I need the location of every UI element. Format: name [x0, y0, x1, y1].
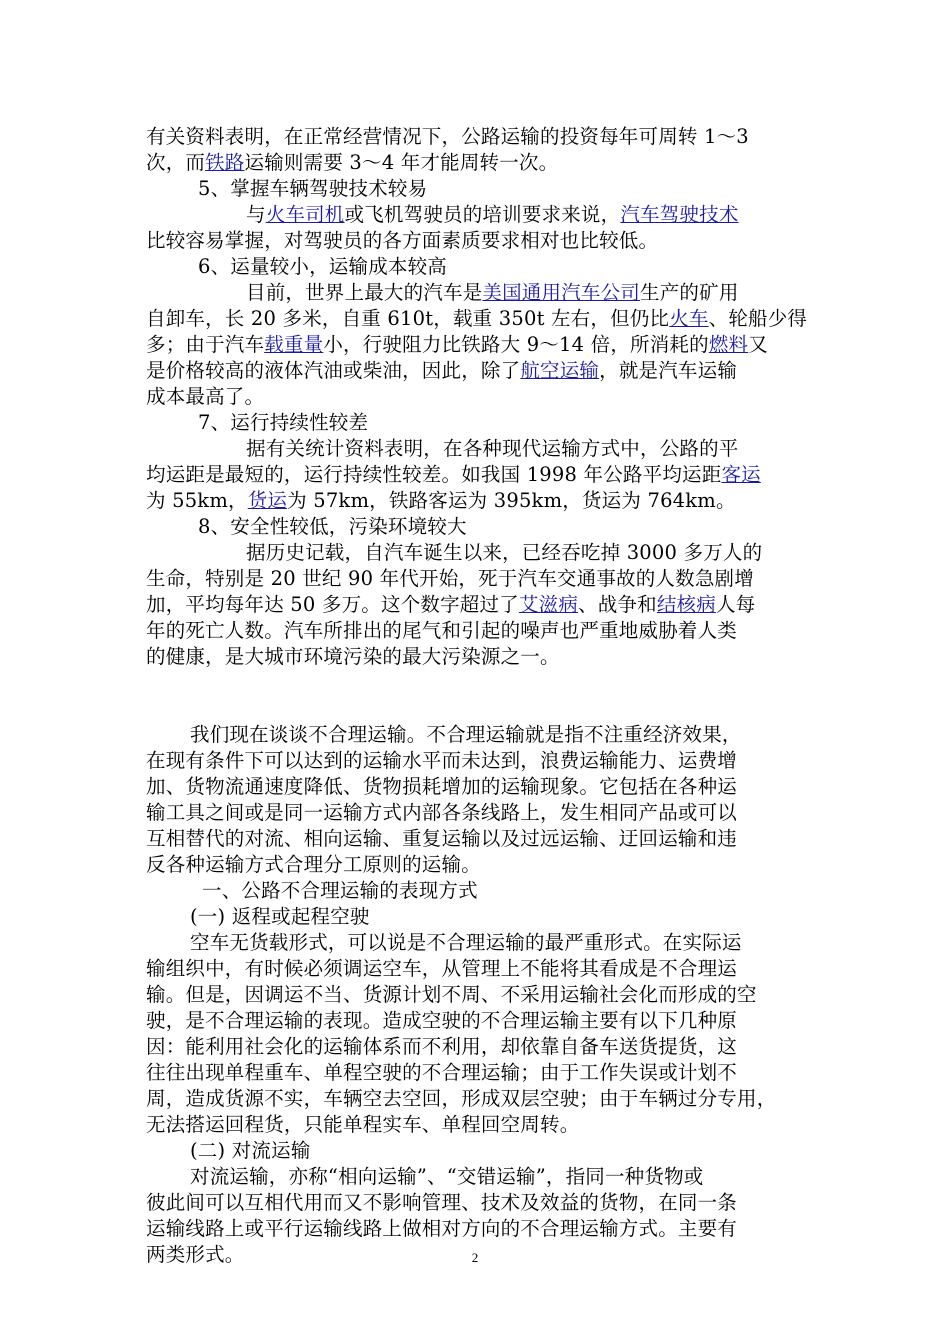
hyperlink[interactable]: 货运: [247, 489, 288, 512]
text-line: [146, 1034, 814, 1060]
text-line: [146, 1112, 814, 1138]
text-run: 比较容易掌握，对驾驶员的各方面素质要求相对也比较低。: [146, 229, 659, 252]
text-line: [146, 1086, 814, 1112]
text-run: 6、运量较小，运输成本较高: [198, 255, 448, 278]
text-line: [146, 358, 814, 384]
text-run: 驶，是不合理运输的表现。造成空驶的不合理运输主要有以下几种原: [146, 1009, 738, 1032]
text-run: 有关资料表明，在正常经营情况下，公路运输的投资每年可周转 1～3: [146, 125, 749, 148]
text-run: 反各种运输方式合理分工原则的运输。: [146, 853, 481, 876]
text-run: 的健康，是大城市环境污染的最大污染源之一。: [146, 645, 560, 668]
text-line: [146, 1008, 814, 1034]
hyperlink[interactable]: 客运: [721, 463, 761, 486]
text-line: [146, 826, 814, 852]
text-run: 互相替代的对流、相向运输、重复运输以及过远运输、迂回运输和违: [146, 827, 738, 850]
text-line: [146, 800, 814, 826]
text-line: [146, 722, 814, 748]
text-run: 、战争和: [578, 593, 657, 616]
hyperlink[interactable]: 汽车驾驶技术: [620, 203, 739, 226]
text-run: 小，行驶阻力比铁路大 9～14 倍，所消耗的: [323, 333, 709, 356]
text-run: 输。但是，因调运不当、货源计划不周、不采用运输社会化而形成的空: [146, 983, 757, 1006]
text-run: 往往出现单程重车、单程空驶的不合理运输；由于工作失误或计划不: [146, 1061, 738, 1084]
hyperlink[interactable]: 结核病: [656, 593, 716, 616]
text-run: 两类形式。: [146, 1243, 245, 1266]
hyperlink[interactable]: 航空运输: [520, 359, 600, 382]
text-run: 均运距是最短的，运行持续性较差。如我国 1998 年公路平均运距: [146, 463, 722, 486]
text-run: 输工具之间或是同一运输方式内部各条线路上，发生相同产品或可以: [146, 801, 738, 824]
text-line: [146, 124, 814, 150]
text-run: 为 55km，: [146, 489, 248, 512]
text-run: 或飞机驾驶员的培训要求来说，: [344, 203, 621, 226]
text-line: [146, 254, 814, 280]
text-run: 对流运输，亦称“相向运输”、“交错运输”，指同一种货物或: [190, 1165, 704, 1188]
hyperlink[interactable]: 美国通用汽车公司: [482, 281, 641, 304]
text-line: [146, 462, 814, 488]
text-run: 因：能利用社会化的运输体系而不利用，却依靠自备车送货提货，这: [146, 1035, 738, 1058]
text-line: [146, 592, 814, 618]
text-run: 加、货物流通速度降低、货物损耗增加的运输现象。它包括在各种运: [146, 775, 738, 798]
text-line: [146, 774, 814, 800]
text-run: 又: [748, 333, 768, 356]
text-run: 彼此间可以互相代用而又不影响管理、技术及效益的货物，在同一条: [146, 1191, 738, 1214]
text-run: 多；由于汽车: [146, 333, 265, 356]
text-line: [146, 202, 814, 228]
text-line: [146, 488, 814, 514]
text-run: 、轮船少得: [708, 307, 808, 330]
text-run: 成本最高了。: [146, 385, 265, 408]
text-line: [146, 956, 814, 982]
text-run: 运输线路上或平行运输线路上做相对方向的不合理运输方式。主要有: [146, 1217, 738, 1240]
text-run: 与: [246, 203, 266, 226]
text-run: 据历史记载，自汽车诞生以来，已经吞吃掉 3000 多万人的: [246, 541, 763, 564]
text-line: [146, 852, 814, 878]
text-run: 8、安全性较低，污染环境较大: [198, 515, 467, 538]
text-run: 5、掌握车辆驾驶技术较易: [198, 177, 428, 200]
text-run: 空车无货载形式，可以说是不合理运输的最严重形式。在实际运: [190, 931, 742, 954]
text-run: 输组织中，有时候必须调运空车，从管理上不能将其看成是不合理运: [146, 957, 738, 980]
page-number: 2: [471, 1250, 479, 1265]
text-run: 一、公路不合理运输的表现方式: [202, 879, 478, 902]
hyperlink[interactable]: 燃料: [708, 333, 749, 356]
text-line: [146, 384, 814, 410]
text-line: [146, 1164, 814, 1190]
text-run: 在现有条件下可以达到的运输水平而未达到，浪费运输能力、运费增: [146, 749, 738, 772]
text-line: [146, 410, 814, 436]
text-run: 年的死亡人数。汽车所排出的尾气和引起的噪声也严重地威胁着人类: [146, 619, 738, 642]
text-run: 人每: [715, 593, 756, 616]
hyperlink[interactable]: 火车: [669, 307, 709, 330]
text-run: 运输则需要 3～4 年才能周转一次。: [244, 151, 559, 174]
text-line: [146, 540, 814, 566]
text-run: 自卸车，长 20 多米，自重 610t，载重 350t 左右，但仍比: [146, 307, 670, 330]
text-line: [146, 280, 814, 306]
text-line: [146, 436, 814, 462]
text-run: 目前，世界上最大的汽车是: [246, 281, 483, 304]
text-run: (一) 返程或起程空驶: [190, 905, 370, 928]
text-run: 我们现在谈谈不合理运输。不合理运输就是指不注重经济效果，: [190, 723, 742, 746]
text-line: [146, 618, 814, 644]
text-run: 生命，特别是 20 世纪 90 年代开始，死于汽车交通事故的人数急剧增: [146, 567, 754, 590]
text-line: [146, 1060, 814, 1086]
text-run: 是价格较高的液体汽油或柴油，因此，除了: [146, 359, 521, 382]
text-line: [146, 982, 814, 1008]
hyperlink[interactable]: 火车司机: [265, 203, 345, 226]
text-line: [146, 1216, 814, 1242]
text-line: [146, 1138, 814, 1164]
text-run: 次，而: [146, 151, 206, 174]
text-run: 加，平均每年达 50 多万。这个数字超过了: [146, 593, 519, 616]
text-run: 为 57km，铁路客运为 395km，货运为 764km。: [287, 489, 736, 512]
text-line: [146, 150, 814, 176]
text-line: [146, 306, 814, 332]
text-line: [146, 514, 814, 540]
text-run: 周，造成货源不实，车辆空去空回，形成双层空驶；由于车辆过分专用，: [146, 1087, 777, 1110]
text-line: [146, 904, 814, 930]
text-line: [146, 566, 814, 592]
text-run: 无法搭运回程货，只能单程实车、单程回空周转。: [146, 1113, 580, 1136]
text-run: 生产的矿用: [640, 281, 739, 304]
text-line: [146, 1190, 814, 1216]
text-line: [146, 228, 814, 254]
text-line: [146, 644, 814, 670]
text-line: [146, 930, 814, 956]
text-line: [146, 878, 814, 904]
text-line: [146, 332, 814, 358]
text-run: 据有关统计资料表明，在各种现代运输方式中，公路的平: [246, 437, 739, 460]
text-line: [146, 748, 814, 774]
hyperlink[interactable]: 铁路: [205, 151, 245, 174]
hyperlink[interactable]: 艾滋病: [518, 593, 579, 616]
text-line: [146, 176, 814, 202]
text-run: (二) 对流运输: [190, 1139, 311, 1162]
hyperlink[interactable]: 载重量: [264, 333, 324, 356]
text-run: ，就是汽车运输: [599, 359, 738, 382]
text-run: 7、运行持续性较差: [198, 411, 369, 434]
